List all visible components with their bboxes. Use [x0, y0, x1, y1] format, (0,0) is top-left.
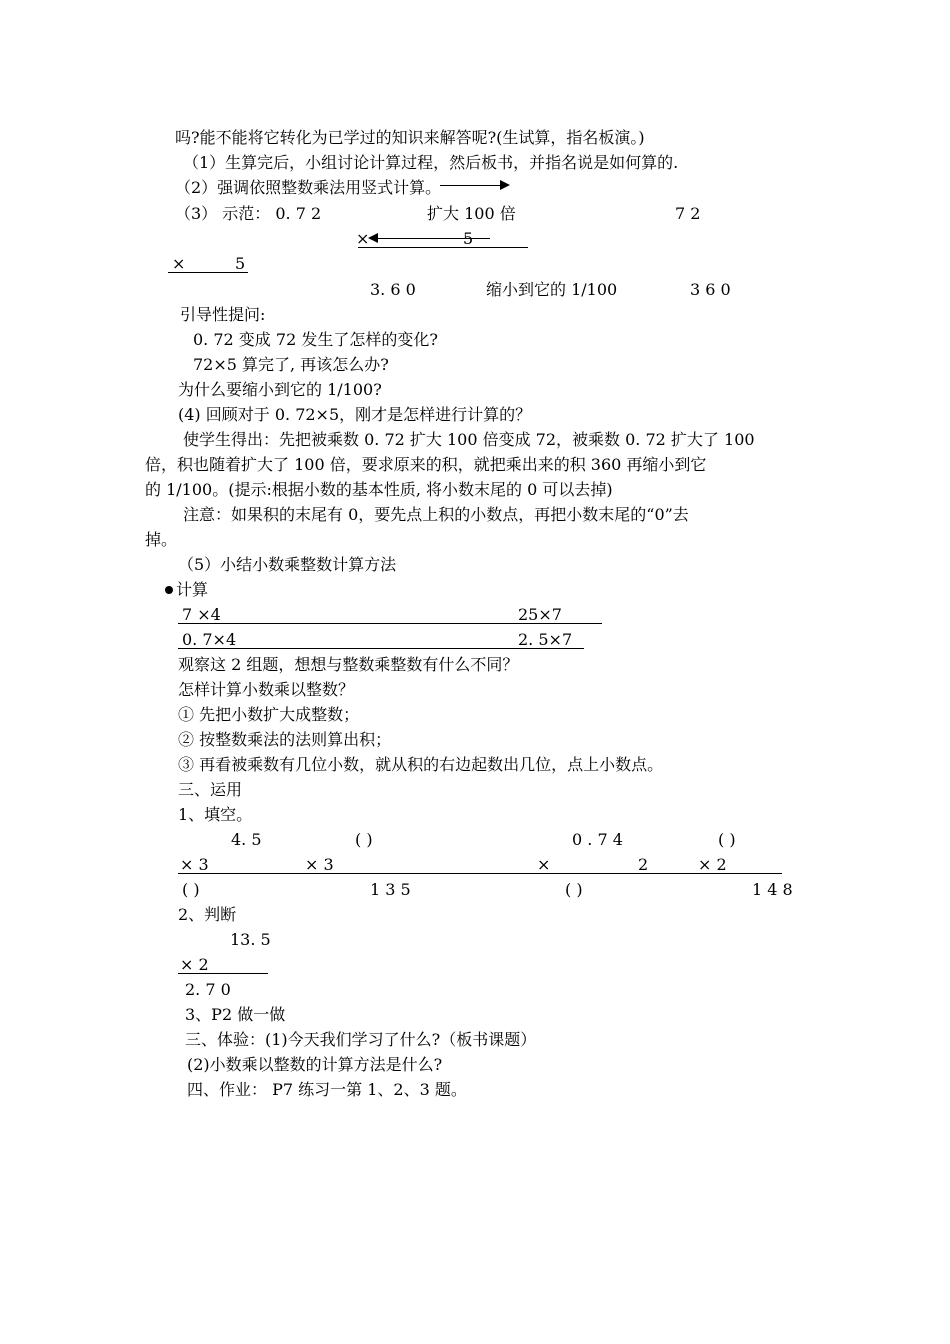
subsection-heading: 1、填空。	[178, 805, 253, 824]
demo-label: （3） 示范： 0. 7 2	[175, 204, 322, 223]
section-heading: 三、运用	[178, 780, 243, 799]
step-item: ① 先把小数扩大成整数；	[178, 705, 360, 724]
text-line: (2)小数乘以整数的计算方法是什么?	[187, 1055, 443, 1074]
section-heading: 计算	[176, 580, 209, 599]
blank: ( )	[565, 880, 583, 899]
underline	[178, 648, 584, 649]
exercise-value: 1 4 8	[752, 880, 793, 899]
step-item: ③ 再看被乘数有几位小数，就从积的右边起数出几位，点上小数点。	[178, 755, 664, 774]
text-line: 掉。	[145, 530, 178, 549]
text-line: 观察这 2 组题，想想与整数乘整数有什么不同？	[178, 655, 519, 674]
exercise-multiplier: × 2	[180, 955, 209, 974]
underline	[358, 247, 528, 248]
exercise-value: 0 . 7 4	[572, 830, 623, 849]
step-item: ② 按整数乘法的法则算出积；	[178, 730, 392, 749]
text-line: 72×5 算完了, 再该怎么办?	[193, 355, 389, 374]
arrow-line	[372, 238, 490, 239]
exercise: 2. 5×7	[518, 630, 573, 649]
text-line: （2）强调依照整数乘法用竖式计算。	[175, 178, 442, 197]
subsection-heading: 2、判断	[178, 905, 237, 924]
bullet-icon	[165, 586, 173, 594]
multiply-sign: ×	[537, 855, 551, 874]
text-line: 吗?能不能将它转化为已学过的知识来解答呢?(生试算，指名板演。)	[175, 128, 645, 147]
exercise-value: 2. 7 0	[185, 980, 231, 999]
exercise-multiplier: × 3	[305, 855, 334, 874]
demo-shrink-label: 缩小到它的 1/100	[486, 280, 618, 299]
section-heading: 三、体验：(1)今天我们学习了什么?（板书课题）	[185, 1030, 537, 1049]
blank: ( )	[718, 830, 736, 849]
exercise-multiplier: × 3	[180, 855, 209, 874]
underline	[178, 973, 268, 974]
demo-result-72: 7 2	[675, 204, 701, 223]
text-line: 0. 72 变成 72 发生了怎样的变化?	[193, 330, 438, 349]
multiply-sign: ×	[172, 254, 186, 273]
text-line: （5）小结小数乘整数计算方法	[178, 555, 397, 574]
section-heading: 四、作业： P7 练习一第 1、2、3 题。	[187, 1080, 467, 1099]
subsection-heading: 3、P2 做一做	[185, 1005, 286, 1024]
multiplier-5: 5	[463, 229, 474, 248]
text-line: 注意：如果积的末尾有 0，要先点上积的小数点，再把小数末尾的“0”去	[183, 505, 689, 524]
text-line: 使学生得出：先把被乘数 0. 72 扩大 100 倍变成 72，被乘数 0. 72 扩大了 100	[183, 430, 755, 449]
underline	[168, 272, 248, 273]
text-line: 引导性提问:	[180, 305, 266, 324]
arrow-right-icon	[500, 180, 510, 190]
text-line: 怎样计算小数乘以整数？	[178, 680, 355, 699]
exercise-value: 4. 5	[231, 830, 262, 849]
demo-enlarge-label: 扩大 100 倍	[427, 204, 516, 223]
exercise: 25×7	[518, 605, 562, 624]
blank: ( )	[182, 880, 200, 899]
exercise-multiplier: 2	[638, 855, 649, 874]
multiplier-5: 5	[235, 254, 246, 273]
blank: ( )	[355, 830, 373, 849]
underline	[178, 623, 602, 624]
exercise-value: 1 3 5	[370, 880, 411, 899]
exercise: 0. 7×4	[182, 630, 237, 649]
arrow-line	[440, 185, 502, 186]
multiply-sign: ×	[356, 229, 370, 248]
exercise-multiplier: × 2	[698, 855, 727, 874]
text-line: (4) 回顾对于 0. 72×5，刚才是怎样进行计算的？	[178, 405, 532, 424]
demo-product-360: 3 6 0	[690, 280, 731, 299]
exercise: 7 ×4	[182, 605, 221, 624]
underline	[178, 873, 782, 874]
exercise-value: 13. 5	[230, 930, 271, 949]
text-line: 倍，积也随着扩大了 100 倍，要求原来的积，就把乘出来的积 360 再缩小到它	[145, 455, 707, 474]
text-line: （1）生算完后，小组讨论计算过程，然后板书，并指名说是如何算的.	[183, 153, 679, 172]
text-line: 为什么要缩小到它的 1/100?	[178, 380, 382, 399]
text-line: 的 1/100。(提示:根据小数的基本性质, 将小数末尾的 0 可以去掉)	[145, 480, 613, 499]
demo-product: 3. 6 0	[370, 280, 416, 299]
